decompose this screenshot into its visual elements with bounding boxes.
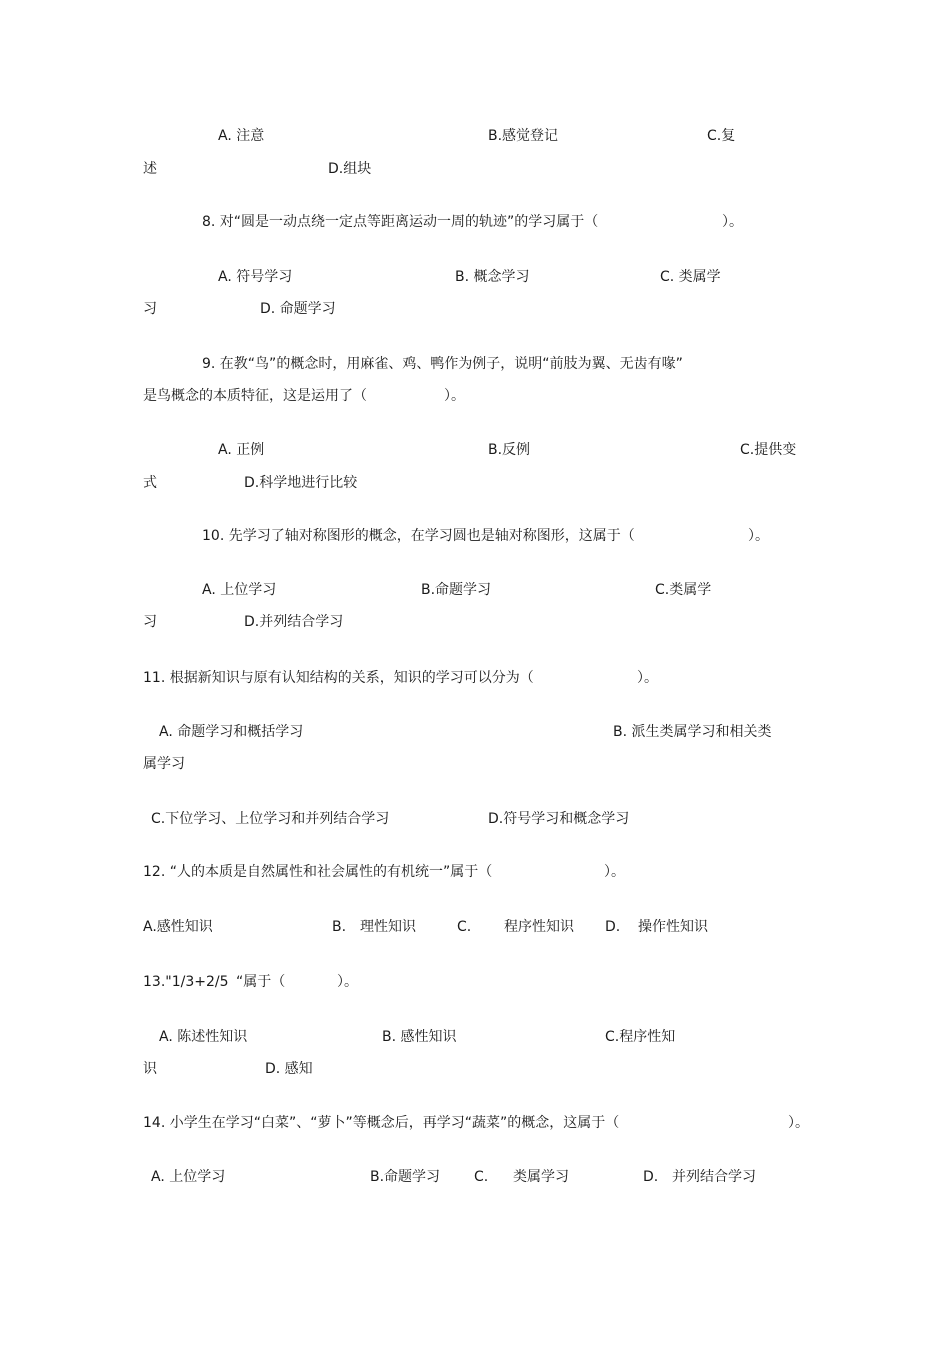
q9-option-b: B.反例 [488,442,531,458]
q13-option-c-wrap: 识 [143,1061,157,1077]
q8-option-b: B. 概念学习 [455,269,530,285]
q9-option-d: D.科学地进行比较 [244,475,358,491]
q14-stem: 14. 小学生在学习“白菜”、“萝卜”等概念后，再学习“蔬菜”的概念，这属于（ [143,1115,620,1131]
q11-option-b-wrap: 属学习 [143,756,185,772]
q7-option-b: B.感觉登记 [488,128,559,144]
q8-stem-end: ）。 [722,214,743,230]
q13-stem-mid: “属于（ [236,974,286,990]
q12-option-c: 程序性知识 [504,919,574,935]
q10-option-b: B.命题学习 [421,582,492,598]
q10-option-c-wrap: 习 [143,614,157,630]
q13-option-c: C.程序性知 [605,1029,676,1045]
q12-option-c-letter: C. [457,919,472,935]
q11-stem: 11. 根据新知识与原有认知结构的关系，知识的学习可以分为（ [143,670,534,686]
q12-option-b-letter: B. [332,919,347,935]
q9-option-a: A. 正例 [218,442,265,458]
q7-option-c-wrap: 述 [143,161,157,177]
q10-stem-end: ）。 [748,528,769,544]
q13-stem: 13."1/3+2/5 [143,974,229,990]
q12-option-a: A.感性知识 [143,919,213,935]
q11-option-b: B. 派生类属学习和相关类 [613,724,772,740]
q10-stem: 10. 先学习了轴对称图形的概念，在学习圆也是轴对称图形，这属于（ [202,528,635,544]
q10-option-d: D.并列结合学习 [244,614,344,630]
q8-option-c-wrap: 习 [143,301,157,317]
q13-option-b: B. 感性知识 [382,1029,457,1045]
q7-option-a: A. 注意 [218,128,265,144]
q14-option-d-letter: D. [643,1169,659,1185]
q12-option-d-letter: D. [605,919,621,935]
q9-stem-line1: 9. 在教“鸟”的概念时，用麻雀、鸡、鸭作为例子，说明“前肢为翼、无齿有喙” [202,356,683,372]
q7-option-d: D.组块 [328,161,372,177]
q14-option-a: A. 上位学习 [151,1169,226,1185]
q8-option-d: D. 命题学习 [260,301,336,317]
q10-option-a: A. 上位学习 [202,582,277,598]
q14-option-d: 并列结合学习 [672,1169,756,1185]
q14-option-c-letter: C. [474,1169,489,1185]
q14-option-b: B.命题学习 [370,1169,441,1185]
q13-option-d: D. 感知 [265,1061,313,1077]
q9-option-c-wrap: 式 [143,475,157,491]
q11-option-d: D.符号学习和概念学习 [488,811,630,827]
q13-stem-end: ）。 [337,974,358,990]
q13-option-a: A. 陈述性知识 [159,1029,248,1045]
q9-stem-line2: 是鸟概念的本质特征，这是运用了（ [143,388,367,404]
q8-stem: 8. 对“圆是一动点绕一定点等距离运动一周的轨迹”的学习属于（ [202,214,599,230]
q14-stem-end: ）。 [788,1115,809,1131]
q12-option-b: 理性知识 [360,919,416,935]
q11-option-a: A. 命题学习和概括学习 [159,724,304,740]
q11-stem-end: ）。 [637,670,658,686]
q9-option-c: C.提供变 [740,442,797,458]
q12-stem-end: ）。 [604,864,625,880]
q12-stem: 12. “人的本质是自然属性和社会属性的有机统一”属于（ [143,864,493,880]
q9-stem-end: ）。 [444,388,465,404]
q8-option-c: C. 类属学 [660,269,721,285]
q8-option-a: A. 符号学习 [218,269,293,285]
q11-option-c: C.下位学习、上位学习和并列结合学习 [151,811,390,827]
q14-option-c: 类属学习 [513,1169,569,1185]
q12-option-d: 操作性知识 [638,919,708,935]
q7-option-c: C.复 [707,128,736,144]
q10-option-c: C.类属学 [655,582,712,598]
